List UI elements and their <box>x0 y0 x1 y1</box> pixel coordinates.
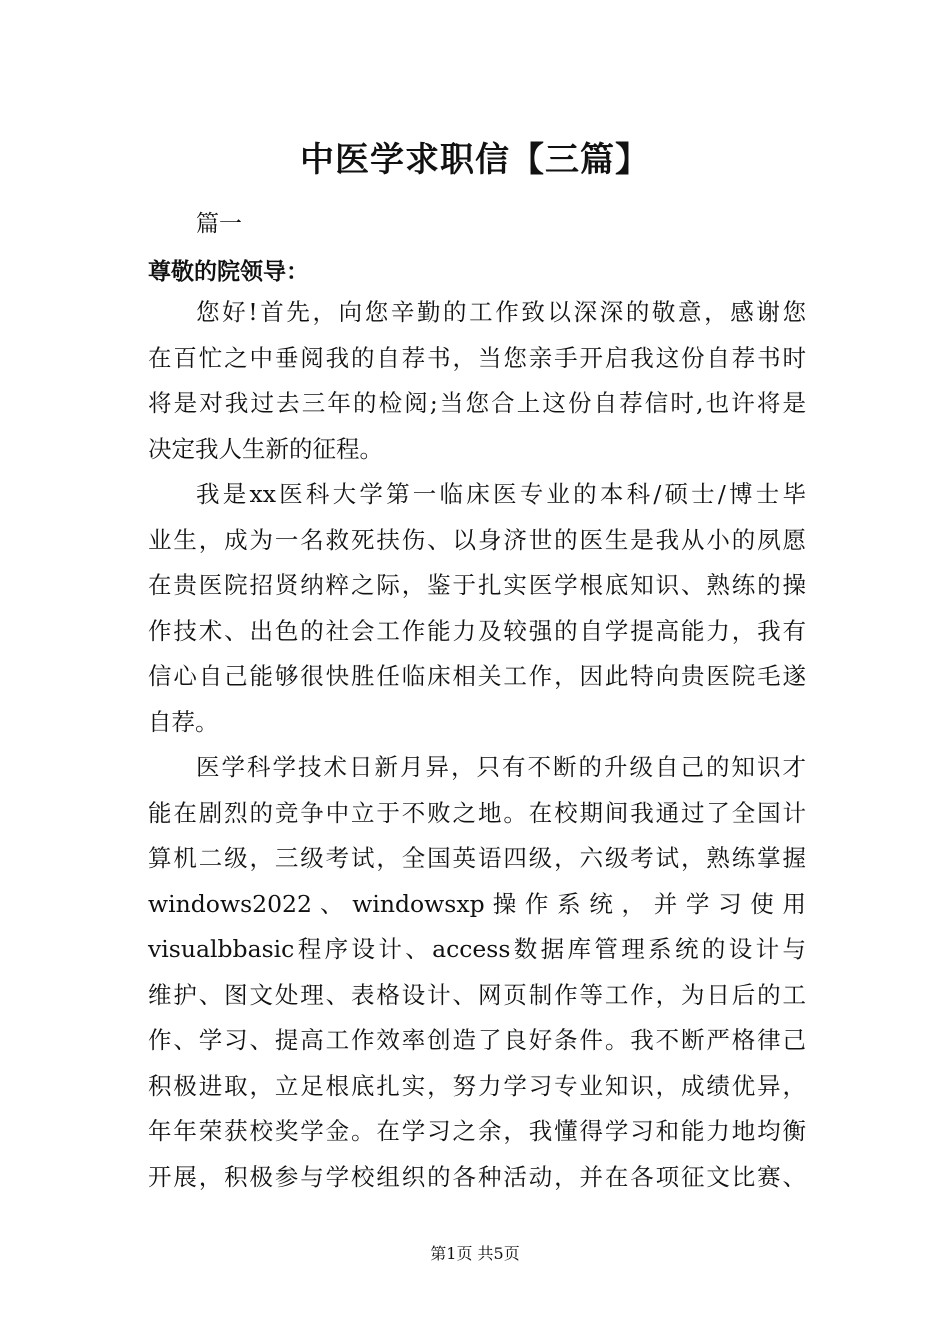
letter-body <box>148 290 806 1200</box>
paragraph-line: 年年荣获校奖学金。在学习之余，我懂得学习和能力地均衡 <box>148 1117 806 1145</box>
paragraph-line: 作、学习、提高工作效率创造了良好条件。我不断严格律己 <box>148 1026 806 1054</box>
section-label: 篇一 <box>196 211 242 237</box>
paragraph-line: 将是对我过去三年的检阅;当您合上这份自荐信时,也许将是 <box>148 389 806 417</box>
paragraph-line: 在贵医院招贤纳粹之际，鉴于扎实医学根底知识、熟练的操 <box>148 571 806 599</box>
page-footer: 第1页 共5页 <box>430 1244 520 1263</box>
paragraph-line: 能在剧烈的竞争中立于不败之地。在校期间我通过了全国计 <box>148 798 806 827</box>
paragraph-line: 维护、图文处理、表格设计、网页制作等工作，为日后的工 <box>148 980 806 1009</box>
paragraph-line: 在百忙之中垂阅我的自荐书，当您亲手开启我这份自荐书时 <box>148 343 806 372</box>
paragraph-line: 作技术、出色的社会工作能力及较强的自学提高能力，我有 <box>148 616 806 645</box>
document-title: 中医学求职信【三篇】 <box>300 140 650 180</box>
paragraph-line: 信心自己能够很快胜任临床相关工作，因此特向贵医院毛遂 <box>148 662 806 690</box>
paragraph-line: 我是xx医科大学第一临床医专业的本科/硕士/博士毕 <box>196 480 806 508</box>
paragraph-line: windows2022 、 windowsxp 操 作 系 统 ， 并 学 习 使 用 <box>148 889 806 918</box>
paragraph-line: 算机二级，三级考试，全国英语四级，六级考试，熟练掌握 <box>148 844 806 872</box>
paragraph-line: 决定我人生新的征程。 <box>148 434 383 463</box>
paragraph-line: 开展，积极参与学校组织的各种活动，并在各项征文比赛、 <box>148 1162 806 1191</box>
paragraph-line: 积极进取，立足根底扎实，努力学习专业知识，成绩优异， <box>148 1071 806 1100</box>
paragraph-line: 医学科学技术日新月异，只有不断的升级自己的知识才 <box>196 753 806 781</box>
paragraph-line: 业生，成为一名救死扶伤、以身济世的医生是我从小的夙愿 <box>148 525 806 554</box>
paragraph-line: visualbbasic程序设计、access数据库管理系统的设计与 <box>148 935 806 963</box>
salutation: 尊敬的院领导： <box>148 258 309 285</box>
paragraph-line: 自荐。 <box>148 707 219 736</box>
paragraph-line: 您好!首先，向您辛勤的工作致以深深的敬意，感谢您 <box>196 298 806 326</box>
